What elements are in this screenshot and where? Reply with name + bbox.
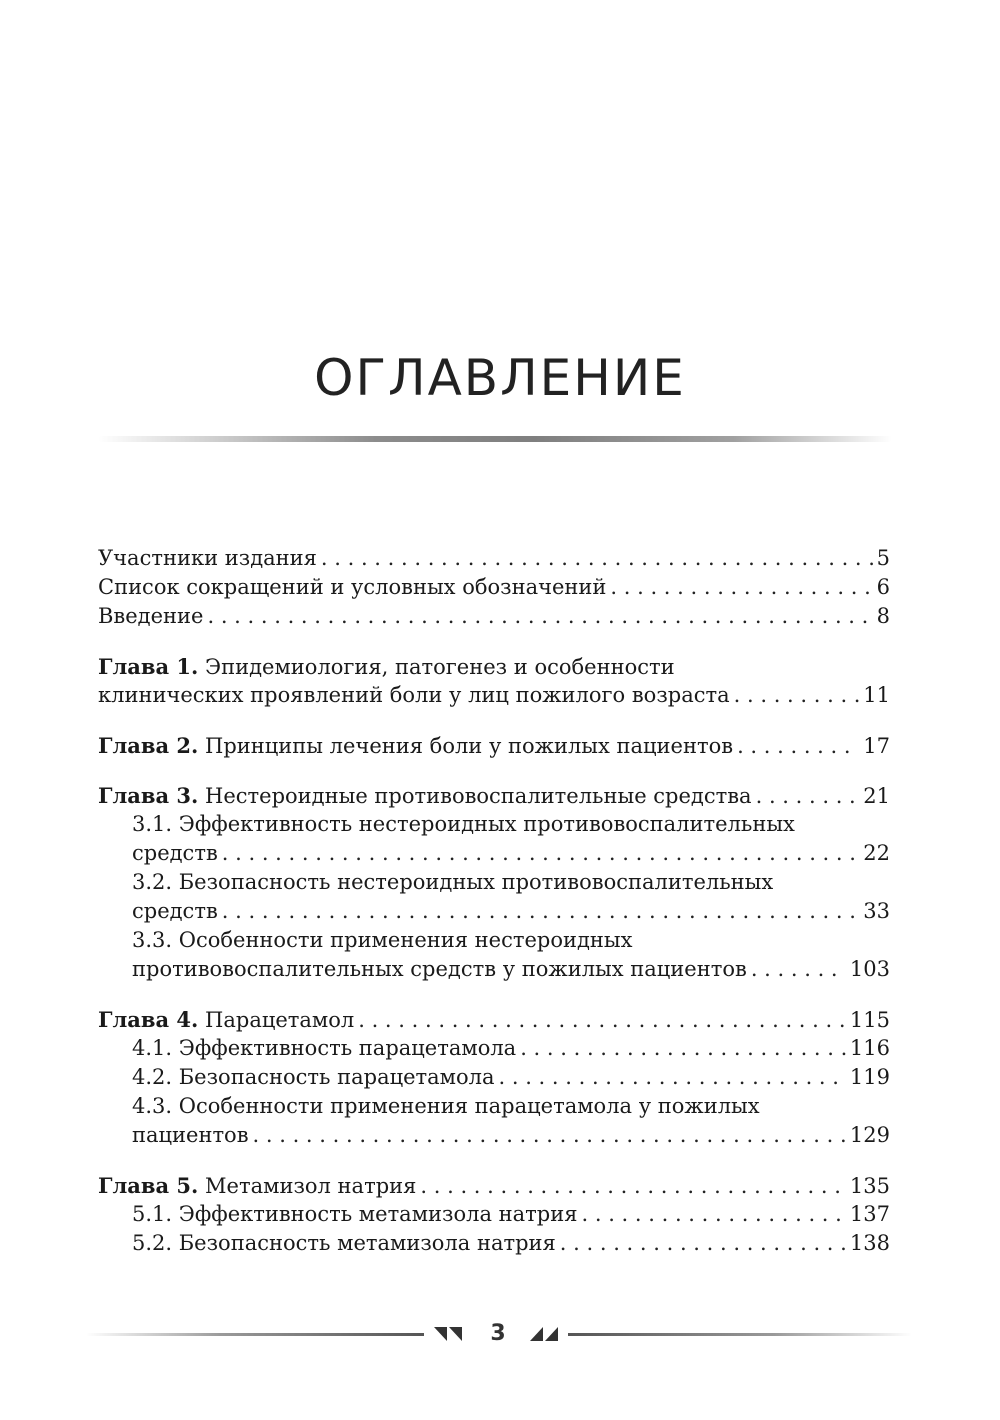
toc-section-3-1-line-2[interactable] (98, 839, 890, 868)
dot-leader (751, 955, 846, 984)
dot-leader (207, 602, 872, 631)
toc-entry-label: Введение (98, 604, 204, 628)
toc-page-number: 103 (849, 957, 890, 981)
toc-entry-label: 3.1. Эффективность нестероидных противовоспалительных (132, 812, 795, 836)
toc-entry-label: Список сокращений и условных обозначений (98, 575, 607, 599)
dot-leader (582, 1200, 846, 1229)
toc-entry-label: 4.1. Эффективность парацетамола (132, 1036, 517, 1060)
page-number: 3 (490, 1321, 506, 1346)
toc-page-number: 11 (863, 683, 890, 707)
toc-section-3-2-line-1[interactable] (98, 868, 890, 897)
dot-leader (734, 681, 860, 710)
toc-chapter-1-line-1[interactable] (98, 652, 890, 681)
toc-entry-label: 5.2. Безопасность метамизола натрия (132, 1231, 556, 1255)
dot-leader (560, 1229, 846, 1258)
toc-page-number: 119 (849, 1065, 890, 1089)
dot-leader (520, 1034, 846, 1063)
toc-chapter-4[interactable] (98, 1005, 890, 1034)
toc-page-number: 129 (849, 1123, 890, 1147)
toc-entry-abbreviations[interactable] (98, 573, 890, 602)
dot-leader (358, 1006, 846, 1035)
toc-entry-label: 3.3. Особенности применения нестероидных (132, 928, 633, 952)
toc-page-number: 21 (863, 784, 890, 808)
table-of-contents (98, 544, 890, 1258)
toc-section-4-3-line-2[interactable] (98, 1121, 890, 1150)
toc-entry-label: Метамизол натрия (205, 1174, 417, 1198)
toc-entry-label: 3.2. Безопасность нестероидных противовоспалительных (132, 870, 774, 894)
toc-entry-label: 5.1. Эффективность метамизола натрия (132, 1202, 578, 1226)
toc-page-number: 5 (876, 546, 890, 570)
dot-leader (222, 839, 860, 868)
toc-section-3-2-line-2[interactable] (98, 897, 890, 926)
footer-rule-right (568, 1333, 912, 1336)
toc-entry-label: клинических проявлений боли у лиц пожилого возраста (98, 683, 730, 707)
dot-leader (321, 544, 873, 573)
toc-section-5-1[interactable] (98, 1200, 890, 1229)
chapter-prefix: Глава 1. (98, 654, 199, 679)
toc-page-number: 17 (863, 734, 890, 758)
double-triangle-ornament-icon (526, 1325, 558, 1343)
toc-entry-label: 4.2. Безопасность парацетамола (132, 1065, 495, 1089)
dot-leader (737, 732, 859, 761)
title-divider (98, 436, 892, 442)
toc-entry-label: Парацетамол (205, 1008, 355, 1032)
toc-page-number: 135 (849, 1174, 890, 1198)
toc-page-number: 138 (849, 1231, 890, 1255)
chapter-prefix: Глава 4. (98, 1007, 199, 1032)
toc-chapter-3[interactable] (98, 781, 890, 810)
toc-entry-label: противовоспалительных средств у пожилых пациентов (132, 957, 747, 981)
toc-chapter-5[interactable] (98, 1171, 890, 1200)
toc-chapter-2[interactable] (98, 731, 890, 760)
dot-leader (756, 782, 860, 811)
toc-entry-label: пациентов (132, 1123, 249, 1147)
double-triangle-ornament-icon (434, 1325, 466, 1343)
page-title: ОГЛАВЛЕНИЕ (314, 349, 686, 407)
toc-entry-label: Участники издания (98, 546, 317, 570)
toc-page-number: 8 (876, 604, 890, 628)
toc-entry-intro[interactable] (98, 602, 890, 631)
toc-section-3-1-line-1[interactable] (98, 810, 890, 839)
toc-section-4-3-line-1[interactable] (98, 1092, 890, 1121)
toc-entry-label: Принципы лечения боли у пожилых пациентов (205, 734, 734, 758)
chapter-prefix: Глава 5. (98, 1173, 199, 1198)
dot-leader (222, 897, 860, 926)
toc-page-number: 33 (863, 899, 890, 923)
toc-entry-participants[interactable] (98, 544, 890, 573)
dot-leader (610, 573, 872, 602)
page-footer (86, 1322, 912, 1346)
toc-section-3-3-line-2[interactable] (98, 955, 890, 984)
toc-section-5-2[interactable] (98, 1229, 890, 1258)
toc-entry-label: средств (132, 899, 218, 923)
toc-section-3-3-line-1[interactable] (98, 926, 890, 955)
chapter-prefix: Глава 2. (98, 733, 199, 758)
toc-page-number: 6 (876, 575, 890, 599)
toc-section-4-2[interactable] (98, 1063, 890, 1092)
toc-section-4-1[interactable] (98, 1034, 890, 1063)
chapter-prefix: Глава 3. (98, 783, 199, 808)
toc-entry-label: 4.3. Особенности применения парацетамола у пожилых (132, 1094, 760, 1118)
footer-rule-left (86, 1333, 424, 1336)
toc-entry-label: Эпидемиология, патогенез и особенности (205, 655, 675, 679)
toc-page-number: 115 (849, 1008, 890, 1032)
toc-page-number: 22 (863, 841, 890, 865)
toc-entry-label: средств (132, 841, 218, 865)
toc-chapter-1-line-2[interactable] (98, 681, 890, 710)
dot-leader (420, 1172, 846, 1201)
dot-leader (499, 1063, 846, 1092)
toc-page-number: 137 (849, 1202, 890, 1226)
dot-leader (253, 1121, 846, 1150)
toc-entry-label: Нестероидные противовоспалительные средства (205, 784, 752, 808)
toc-page-number: 116 (849, 1036, 890, 1060)
